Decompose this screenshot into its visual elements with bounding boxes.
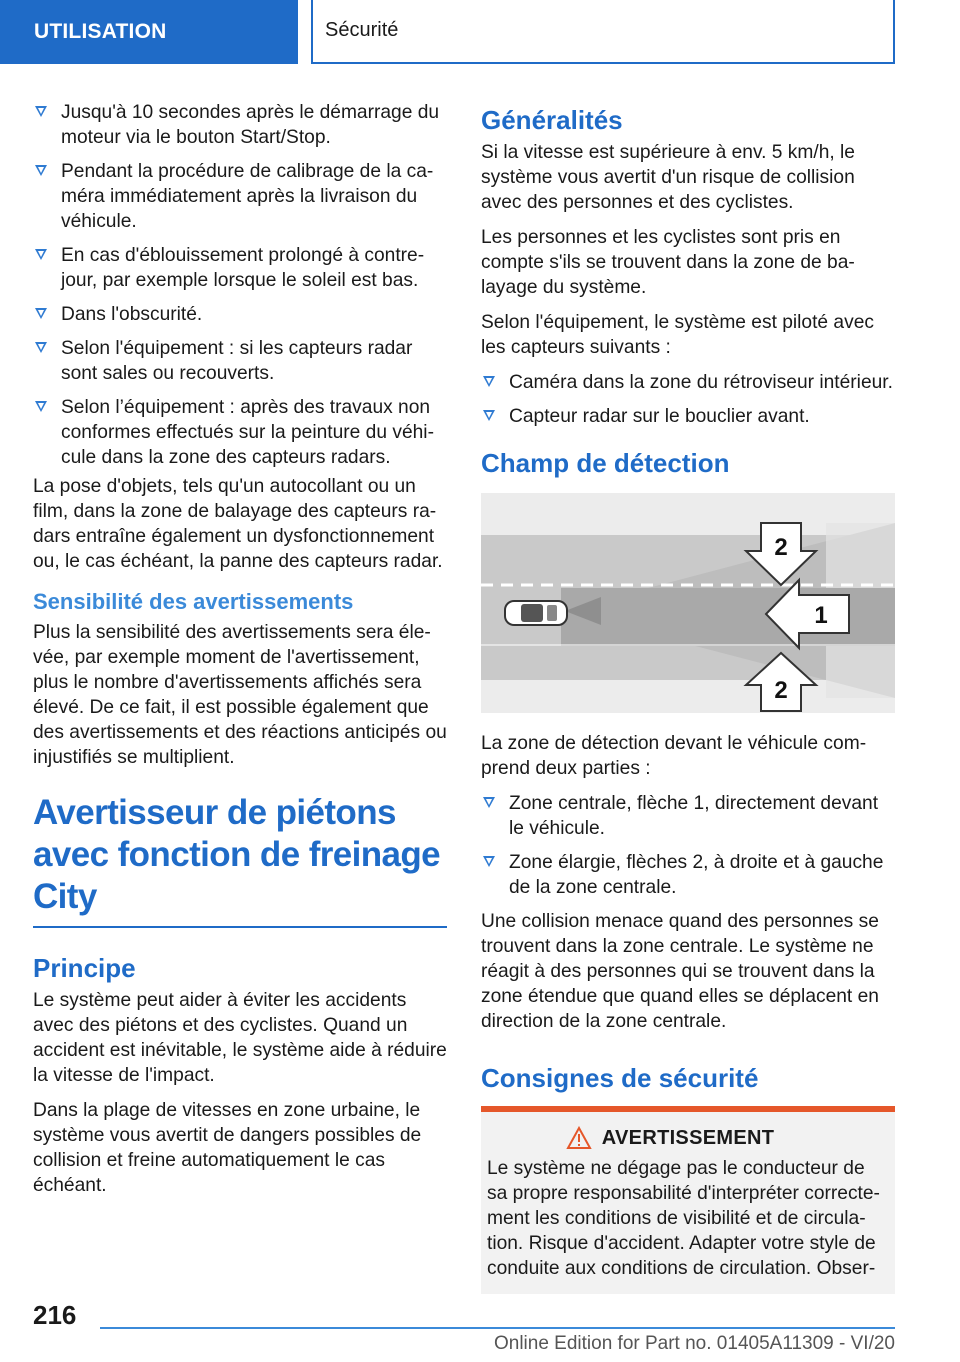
list-item: En cas d'éblouissement prolongé à contre-jour, par exemple lorsque le soleil est bas.	[33, 243, 447, 293]
right-column	[481, 100, 895, 1294]
left-column	[33, 100, 447, 1208]
list-item: Caméra dans la zone du rétroviseur intérieur.	[481, 370, 895, 395]
triangle-bullet-icon	[35, 308, 47, 319]
detection-field-diagram	[481, 493, 895, 713]
edition-note: Online Edition for Part no. 01405A11309 - VI/20	[493, 1333, 895, 1354]
paragraph: Le système peut aider à éviter les accidents avec des piétons et des cyclistes. Quand un accident est inévitable, le système aide à réduire la vitesse de l'impact.	[33, 990, 447, 1086]
svg-text:2: 2	[774, 677, 788, 704]
list-item: Pendant la procédure de calibrage de la caméra immédiatement après la livraison du véhicule.	[33, 159, 447, 234]
triangle-bullet-icon	[483, 376, 495, 387]
warning-box	[481, 1106, 895, 1294]
list-item: Zone élargie, flèches 2, à droite et à gauche de la zone centrale.	[481, 850, 895, 900]
triangle-bullet-icon	[35, 106, 47, 117]
paragraph: Les personnes et les cyclistes sont pris en compte s'ils se trouvent dans la zone de balayage du système.	[481, 227, 855, 298]
section-heading: Champ de détection	[481, 448, 730, 478]
sensor-list	[481, 370, 895, 429]
section-heading: Généralités	[481, 105, 623, 135]
section-tab: UTILISATION	[0, 0, 298, 64]
section-heading: Principe	[33, 953, 136, 983]
paragraph: Une collision menace quand des personnes se trouvent dans la zone centrale. Le système ne réagit à des personnes qui se trouvent dans la zone étendue que quand elles se déplacent en direction de la zone centrale.	[481, 911, 879, 1032]
zone-list	[481, 791, 895, 900]
triangle-bullet-icon	[35, 165, 47, 176]
section-heading: Consignes de sécurité	[481, 1063, 759, 1093]
paragraph: La zone de détection devant le véhicule comprend deux parties :	[481, 733, 867, 779]
footer-divider	[100, 1327, 895, 1329]
paragraph: Plus la sensibilité des avertissements sera élevée, par exemple moment de l'avertissement, plus le nombre d'avertissements affichés sera élevé. De ce fait, il est possible également que des avertissements et des réactions anticipés ou injustifiés se multiplient.	[33, 622, 447, 768]
triangle-bullet-icon	[483, 856, 495, 867]
paragraph: La pose d'objets, tels qu'un autocollant ou un film, dans la zone de balayage des capteurs radars entraîne également un dysfonctionnement ou, le cas échéant, la panne des capteurs radar.	[33, 476, 443, 572]
topic-tab: Sécurité	[311, 0, 895, 64]
car-icon	[505, 601, 567, 625]
section-heading: Sensibilité des avertissements	[33, 589, 354, 614]
conditions-list	[33, 100, 447, 470]
list-item: Capteur radar sur le bouclier avant.	[481, 404, 895, 429]
paragraph: Dans la plage de vitesses en zone urbaine, le système vous avertit de dangers possibles de collision et freine automatiquement le cas échéant.	[33, 1100, 422, 1196]
warning-title	[481, 1126, 889, 1150]
list-item: Selon l'équipement : si les capteurs radar sont sales ou recouverts.	[33, 336, 447, 386]
warning-text: Le système ne dégage pas le conducteur de sa propre responsabilité d'interpréter correctement les conditions de visibilité et de circulation. Risque d'accident. Adapter votre style de conduite aux conditions de circulation. Obser-	[487, 1158, 880, 1279]
svg-text:2: 2	[774, 534, 788, 561]
warning-triangle-icon	[566, 1126, 592, 1150]
svg-text:1: 1	[814, 602, 828, 629]
triangle-bullet-icon	[35, 249, 47, 260]
page-number: 216	[33, 1300, 77, 1330]
list-item: Selon l’équipement : après des travaux non conformes effectués sur la peinture du véhicule dans la zone des capteurs radars.	[33, 395, 447, 470]
paragraph: Selon l'équipement, le système est piloté avec les capteurs suivants :	[481, 312, 874, 358]
chapter-heading: Avertisseur de piétons avec fonction de freinage City	[33, 792, 447, 928]
list-item: Jusqu'à 10 secondes après le démarrage du moteur via le bouton Start/Stop.	[33, 100, 447, 150]
list-item: Zone centrale, flèche 1, directement devant le véhicule.	[481, 791, 895, 841]
triangle-bullet-icon	[483, 797, 495, 808]
list-item: Dans l'obscurité.	[33, 302, 447, 327]
triangle-bullet-icon	[35, 342, 47, 353]
triangle-bullet-icon	[483, 410, 495, 421]
detection-field-figure	[481, 493, 895, 713]
triangle-bullet-icon	[35, 401, 47, 412]
warning-label: AVERTISSEMENT	[601, 1126, 775, 1149]
paragraph: Si la vitesse est supérieure à env. 5 km/h, le système vous avertit d'un risque de collision avec des personnes et des cyclistes.	[481, 142, 855, 213]
